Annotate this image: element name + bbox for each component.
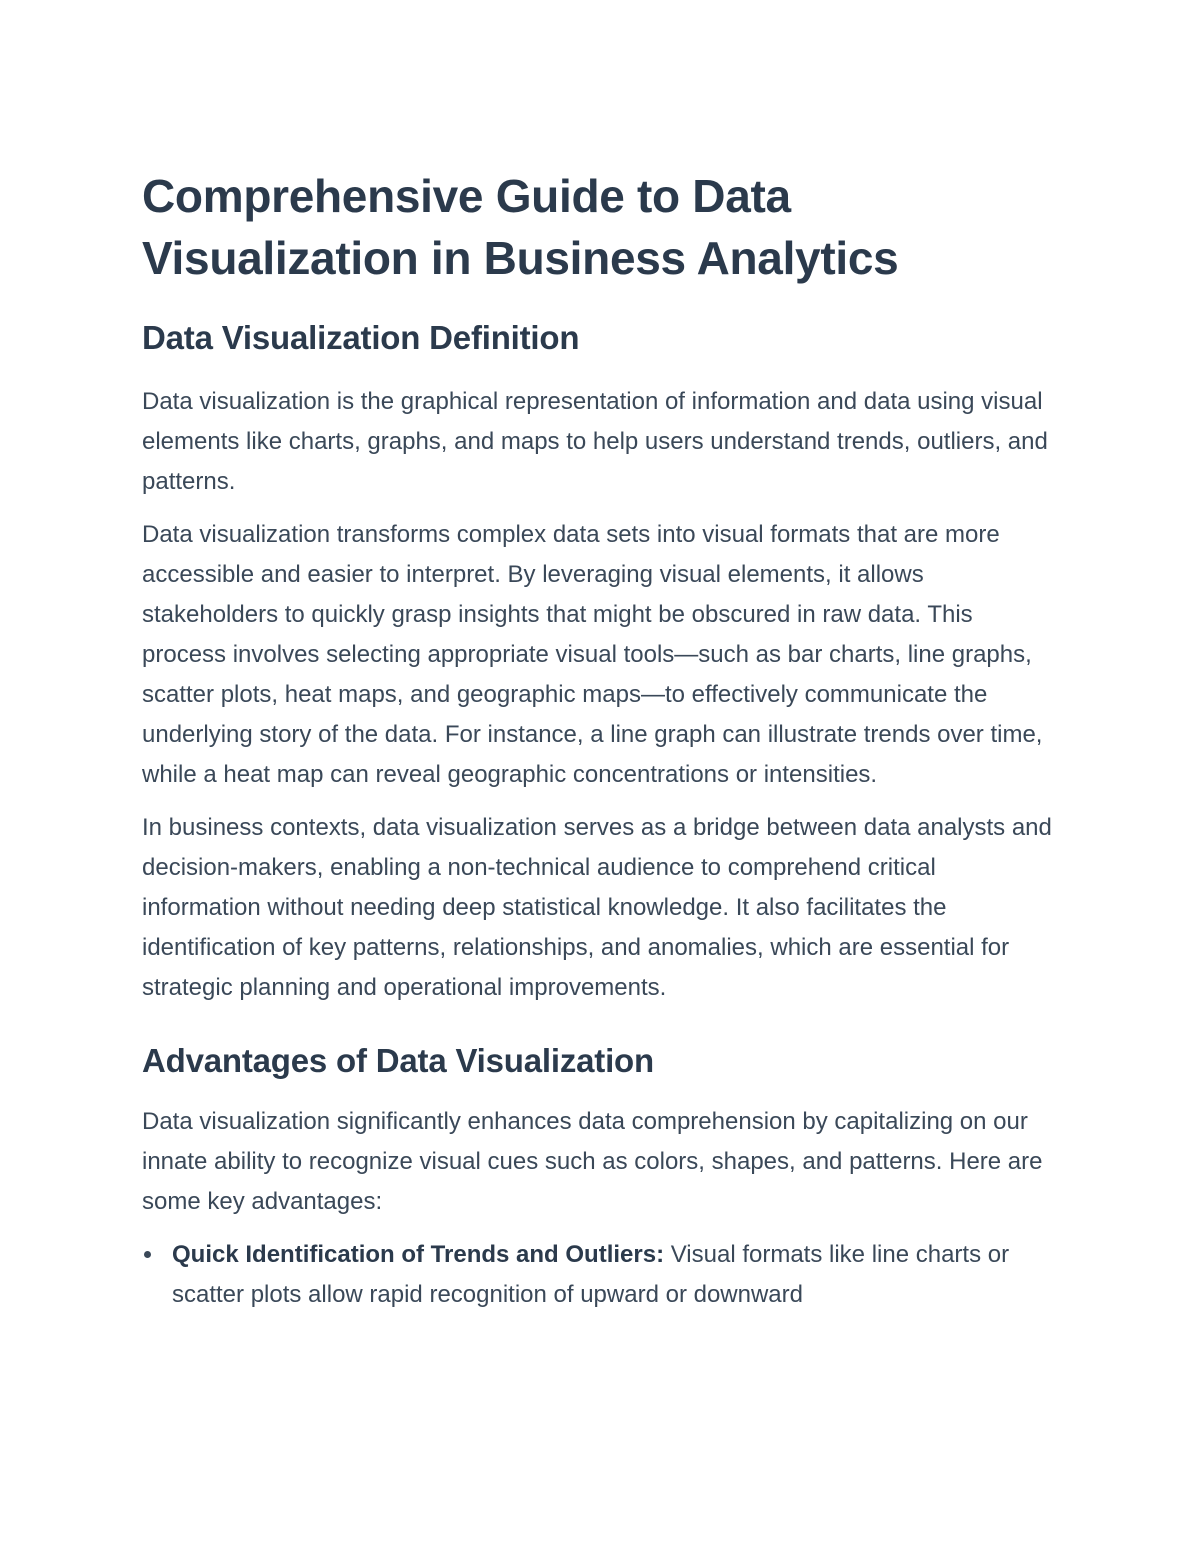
section-heading-advantages: Advantages of Data Visualization	[142, 1042, 654, 1079]
section-heading-definition: Data Visualization Definition	[142, 319, 580, 356]
paragraph: In business contexts, data visualization serves as a bridge between data analysts and decision-makers, enabling a non-technical audience to comprehend critical information without needing deep statistical knowledge. It also facilitates the identification of key patterns, relationships, and anomalies, which are essential for strategic planning and operational improvements.	[142, 814, 1052, 1001]
page-title: Comprehensive Guide to Data Visualization in Business Analytics	[142, 170, 899, 284]
advantages-list	[142, 1235, 1060, 1315]
paragraph: Data visualization significantly enhances data comprehension by capitalizing on our innate ability to recognize visual cues such as colors, shapes, and patterns. Here are some key advantages:	[142, 1108, 1043, 1215]
list-item-title: Quick Identification of Trends and Outliers:	[172, 1241, 665, 1268]
bullet-icon	[144, 1251, 151, 1258]
paragraph: Data visualization transforms complex data sets into visual formats that are more accessible and easier to interpret. By leveraging visual elements, it allows stakeholders to quickly grasp insights that might be obscured in raw data. This process involves selecting appropriate visual tools—such as bar charts, line graphs, scatter plots, heat maps, and geographic maps—to effectively communicate the underlying story of the data. For instance, a line graph can illustrate trends over time, while a heat map can reveal geographic concentrations or intensities.	[142, 521, 1043, 788]
list-item	[142, 1235, 1060, 1315]
document-page	[142, 165, 1060, 1315]
list-item-text: Visual formats like line charts or scatter plots allow rapid recognition of upward or downward	[172, 1241, 1010, 1308]
paragraph: Data visualization is the graphical representation of information and data using visual elements like charts, graphs, and maps to help users understand trends, outliers, and patterns.	[142, 388, 1048, 495]
